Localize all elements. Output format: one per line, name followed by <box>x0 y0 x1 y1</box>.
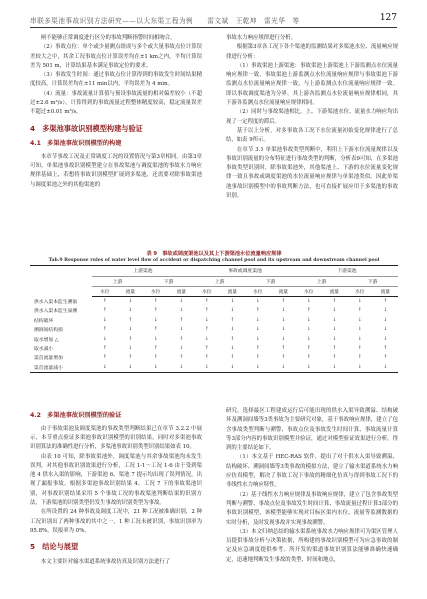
table-row <box>30 316 398 325</box>
sub-group-header: 上游 <box>194 276 245 286</box>
column-header: 流量 <box>169 287 195 297</box>
paragraph: 由于事故渠池及调度渠池的事故类型判断结果已在章节 3.2.2 中展示，本节重点验证多渠池事故识别模型的识别结果，同时对多渠池事故识别算法的准确性进行分析，多渠池事故识别类型识别结果如表 10。 <box>30 425 202 451</box>
column-header: 流量 <box>220 287 246 297</box>
section-heading: 4 多渠池事故识别模型构建与验证 <box>30 123 143 133</box>
table-cell: ↓ <box>255 317 260 323</box>
table-cell: ↓ <box>357 299 362 305</box>
page-number: 127 <box>379 13 397 23</box>
column-group-header: 上游渠池 <box>92 266 194 276</box>
table-cell: ↓ <box>332 317 337 323</box>
paragraph: 研究，选择最区工程建成运行后可能出现的供水入渠导致溯溢、结构破坏及溯洞间墙等3类事故为主要研究对象，基于事故响应规律，建立了包含事故类型判断与溯警、事故点位及事故发生时间计算、事故流量计算等3部分内容的事故识别模型并验证，通过对模型验证效果进行分析，得到的主要结论如下。 <box>226 408 398 452</box>
table-row <box>30 297 398 306</box>
table-cell: ↑ <box>204 327 209 333</box>
table-cell: ↓ <box>128 299 133 305</box>
right-column-bottom <box>226 407 398 565</box>
table-cell: ↑ <box>383 299 388 305</box>
table-cell: ↓ <box>296 363 322 373</box>
table-cell: ↓ <box>102 317 107 323</box>
column-header: 水位 <box>143 287 169 297</box>
table-cell: ↓ <box>271 363 297 373</box>
paragraph: （1）事故渠池上游渠池：事故渠池上游渠池上下游监测点水位流量响应规律一致，事故渠池上游监测点水位流量响应规律与事故渠池下游监测点水位流量响应规律一致，与上游监测点水位流量响应规律一致。即以事故调度渠池为分界，其上游各监测点水位流量响应规律相同，其下游各监测点水位流量响应规律相同。 <box>226 62 398 107</box>
running-title: 串联多渠池事故识别方法研究——以大东渠工程为例 雷文斌 王乾坤 雷光华 等 <box>30 17 300 25</box>
table-cell: ↑ <box>102 345 107 351</box>
paragraph: 在章节 3.1 单渠池事故类型判断中，利用上下游水位流量规律以及事故识别流量的分布特征进行事故类型的判断，分析表9可知，在多渠池事故类型识别时，除事故渠池外，其他渠池上、下游的水位流量变化规律一致且事故或调度渠池的水位流量响应规律与单渠池类似。因此单渠池事故识别模型中的事故判断方法，也可直接扩展应用于多渠池的事故识别。 <box>226 146 398 200</box>
table-9 <box>30 251 398 373</box>
table-cell: ↑ <box>179 355 184 361</box>
paragraph: （2）事故点位：单个或少量测点组成与多个或大量事故点位计算误差较大之中，其余工况事故点位计算误差均在±1 km之内，平均计算误差为 501 m，计算结果基本满足事故定位的要求。 <box>30 44 202 69</box>
running-header <box>30 14 397 28</box>
table-cell: ↓ <box>306 327 311 333</box>
table-cell: ↓ <box>153 336 158 342</box>
table-cell: ↓ <box>357 317 362 323</box>
table-cell: ↑ <box>255 308 260 314</box>
table-cell: ↓ <box>153 317 158 323</box>
paragraph: 由表 10 可知，除事故渠池外，调度渠池与其余事故渠池均未发生误判。对其他事故识别效果进行分析，工况 1-1～工况 1-6 由于受到渠池 4 供水入渠的影响，下游渠池 6、渠池 7 提示均出现了误判情况，出现了漏报事故。根据多渠池事故识别结果 4、工况 7 下的事故渠池识别，对事故识别结果采用 5 个事故工况的事故渠池判断结果的识别方法，下游渠池的识别类型仍发生事故的识别类型为事故。 <box>30 453 202 507</box>
table-row <box>30 325 398 334</box>
subsection-heading: 4.2 多渠池事故识别模型的验证 <box>30 412 122 419</box>
table-cell: ↑ <box>306 308 311 314</box>
table-cell: ↓ <box>347 363 373 373</box>
table-cell: ↓ <box>332 336 337 342</box>
table-cell: ↑ <box>281 355 286 361</box>
table-cell: ↑ <box>306 345 311 351</box>
row-label: 渠首流量增加 <box>34 356 63 362</box>
table-cell: ↓ <box>169 363 195 373</box>
row-label: 供水入渠本监生溢溯 <box>34 309 78 315</box>
table-cell: ↑ <box>179 317 184 323</box>
table-row <box>30 353 398 362</box>
table-row <box>30 344 398 353</box>
table-cell: ↑ <box>255 355 260 361</box>
table-row <box>30 306 398 315</box>
sub-group-header: 下游 <box>347 276 398 286</box>
column-header: 水位 <box>245 287 271 297</box>
table-cell: ↓ <box>118 363 144 373</box>
table-cell: ↑ <box>204 308 209 314</box>
table-cell: ↓ <box>332 327 337 333</box>
paragraph: （2）同时与事故渠池相比，上、下游渠池水位、流量水力响应均出现了一定程度的滞后。 <box>226 109 398 125</box>
table-cell: ↑ <box>204 355 209 361</box>
table-cell: ↑ <box>153 299 158 305</box>
section-heading: 5 结论与展望 <box>30 542 79 552</box>
table-cell: ↑ <box>102 299 107 305</box>
table-cell: ↑ <box>383 355 388 361</box>
subsection-heading: 4.1 多渠池事故识别模型的构建 <box>30 140 122 148</box>
table-cell: ↓ <box>383 327 388 333</box>
table-cell: ↑ <box>128 336 133 342</box>
sub-group-header: 上游 <box>92 276 143 286</box>
table-row <box>30 334 398 343</box>
table-cell: ↓ <box>128 345 133 351</box>
table-cell: ↑ <box>230 317 235 323</box>
table-cell: ↓ <box>383 308 388 314</box>
table-cell: ↑ <box>357 308 362 314</box>
table-cell: ↓ <box>128 308 133 314</box>
table-cell: ↓ <box>281 327 286 333</box>
response-rules-table <box>30 265 398 373</box>
paragraph: 基于以上分析，对多事故各工况下水位流量初始变化规律进行了总结，如表 9所示。 <box>226 127 398 144</box>
table-cell: ↓ <box>255 327 260 333</box>
column-header: 水位 <box>347 287 373 297</box>
column-header: 流量 <box>373 287 399 297</box>
table-cell: ↓ <box>281 336 286 342</box>
left-column-top <box>30 34 202 190</box>
column-header: 水位 <box>296 287 322 297</box>
table-cell: ↓ <box>179 299 184 305</box>
table-cell: ↓ <box>322 363 348 373</box>
table-cell: ↑ <box>102 327 107 333</box>
paragraph: （3）事故发生时间：通过事故点位计算得到的事故发生时间结果精度较高，计算误差均在±11 min以内，平均误差为 4 min。 <box>30 72 202 88</box>
table-cell: ↓ <box>357 336 362 342</box>
paragraph: 事故水力响应规律进行分析。 <box>226 35 297 41</box>
row-label: 供水入渠本监生溯溢 <box>34 300 78 306</box>
column-header: 水位 <box>194 287 220 297</box>
table-cell: ↓ <box>220 363 246 373</box>
table-cell: ↓ <box>230 308 235 314</box>
table-cell: ↓ <box>306 336 311 342</box>
table-cell: ↓ <box>204 336 209 342</box>
table-cell: ↓ <box>143 363 169 373</box>
paragraph: 闸不能够正常调度进行区分的事故判断指警时间相吻合。 <box>40 35 176 41</box>
table-cell: ↑ <box>230 355 235 361</box>
table-cell: ↓ <box>92 363 118 373</box>
table-caption: 表 9 事故或调度渠池以及其上下游渠池水位流量响应规律 <box>146 251 282 257</box>
table-cell: ↑ <box>153 308 158 314</box>
row-label: 取水减小 <box>34 346 54 352</box>
table-row <box>30 363 398 373</box>
table-cell: ↑ <box>102 308 107 314</box>
table-cell: ↑ <box>357 345 362 351</box>
table-cell: ↓ <box>281 308 286 314</box>
table-cell: ↓ <box>306 299 311 305</box>
table-cell: ↓ <box>230 299 235 305</box>
column-group-header: 事故或调度渠池 <box>194 266 296 276</box>
paragraph: （1）本文基于 HEC-RAS 软件，提出了对于供水入渠导致溯溢、结构破坏、溯洞间墙等3类事故的模拟方法，建立了输水渠道系统水力响应仿真模型，解决了事故工况下事故的精细化仿真与得到事故工况下的非线性水力响应特性。 <box>226 454 398 489</box>
table-cell: ↑ <box>153 327 158 333</box>
table-cell: ↑ <box>306 355 311 361</box>
table-cell: ↓ <box>179 308 184 314</box>
table-cell: ↓ <box>383 336 388 342</box>
paragraph: （3）本文归纳总结的输水渠系统事故水力响应规律可为渠区管理人员提供事故分析与决策依据，所构建的事故识别模型可为应急事故的制定及应急调度提供参考。所开发的渠道事故识别算法能够准确快速确定，迅速地判断发生事故的类型、时间和地点， <box>226 528 398 563</box>
table-cell: ↓ <box>204 317 209 323</box>
table-cell: ↓ <box>373 363 399 373</box>
table-cell: ↓ <box>128 327 133 333</box>
table-cell: ↑ <box>332 299 337 305</box>
table-cell: ↑ <box>332 345 337 351</box>
row-label: 取水增加 △ <box>34 337 59 343</box>
row-label: 渠首流量减小 <box>30 363 92 373</box>
column-header: 流量 <box>271 287 297 297</box>
table-cell: ↑ <box>255 345 260 351</box>
table-cell: ↑ <box>204 345 209 351</box>
left-column-bottom <box>30 407 202 567</box>
table-cell: ↓ <box>245 363 271 373</box>
table-cell: ↑ <box>281 345 286 351</box>
table-cell: ↑ <box>281 299 286 305</box>
table-cell: ↓ <box>332 308 337 314</box>
paragraph: （4）流量：事故流量计算值与预设事故流量的相对偏差较小（不超过±2.6 m³/s），计算得到的事故流量过程整体精度较高，稳定流量误差不超过±0.01 m³/s。 <box>30 90 202 116</box>
paragraph: 根据第3章各工况下各个渠池的监测结果对多渠池水位、流量响应规律进行分析： <box>226 44 398 60</box>
table-cell: ↑ <box>332 355 337 361</box>
table-cell: ↑ <box>383 345 388 351</box>
table-cell: ↓ <box>306 317 311 323</box>
table-caption-en: Tab.9 Response rules of water level flow of accident or dispatching channel pool and its upstream and downstream channel pool <box>48 258 380 264</box>
table-cell: ↓ <box>179 327 184 333</box>
table-cell: ↓ <box>230 345 235 351</box>
paragraph: 本文主要针对输水渠道系统事故仿真及识别方法进行了 <box>40 558 171 565</box>
table-cell: ↑ <box>153 345 158 351</box>
table-cell: ↑ <box>153 355 158 361</box>
table-cell: ↓ <box>102 336 107 342</box>
paragraph: 本章节事故工况及正常调度工况的设置情况与第3章相同。由第3章可知，单渠池事故识别模型建立在事故渠池与调度渠池的事故水力响应规律基础上，若想将事故识别模型扩展到多渠池，还需要对除事故渠池与调度渠池之外的其他渠池的 <box>30 153 202 188</box>
table-cell: ↓ <box>230 327 235 333</box>
table-cell: ↓ <box>357 327 362 333</box>
paragraph: （2）基于线性水力响应规律及事故响应规律，建立了包含事故类型判断与溯警、事故点位及事故发生时间计算、事故流量过程计算3部分的事故识别模型，该模型能够实现对目标区渠内水位、流量等监测数据的实时分析，及时发现事故并实现事故溯警。 <box>226 491 398 526</box>
sub-group-header: 上游 <box>296 276 347 286</box>
row-label: 结构破坏 <box>34 318 54 324</box>
right-column-top <box>226 34 398 201</box>
table-cell: ↑ <box>128 317 133 323</box>
table-cell: ↓ <box>383 317 388 323</box>
sub-group-header: 下游 <box>245 276 296 286</box>
column-group-header: 下游渠池 <box>296 266 398 276</box>
table-cell: ↓ <box>255 299 260 305</box>
table-cell: ↓ <box>179 345 184 351</box>
table-cell: ↓ <box>255 336 260 342</box>
table-cell: ↓ <box>194 363 220 373</box>
sub-group-header: 下游 <box>143 276 194 286</box>
table-cell: ↑ <box>230 336 235 342</box>
row-label: 溯涧间结构损 <box>34 328 63 334</box>
table-cell: ↑ <box>179 336 184 342</box>
column-header: 流量 <box>322 287 348 297</box>
table-cell: ↓ <box>281 317 286 323</box>
paragraph: 在所设置的 24 种事故及调度工况中，21 种工况被准确识别，2 种工况识别出了两种事故的其中之一，1 种工况未被识别，事故识别率为 95.8%，误报率为 0%。 <box>30 509 202 534</box>
column-header: 流量 <box>118 287 144 297</box>
table-cell: ↑ <box>357 355 362 361</box>
table-cell: ↑ <box>204 299 209 305</box>
row-label-header <box>30 266 92 297</box>
column-header: 水位 <box>92 287 118 297</box>
table-cell: ↑ <box>102 355 107 361</box>
table-cell: ↑ <box>128 355 133 361</box>
